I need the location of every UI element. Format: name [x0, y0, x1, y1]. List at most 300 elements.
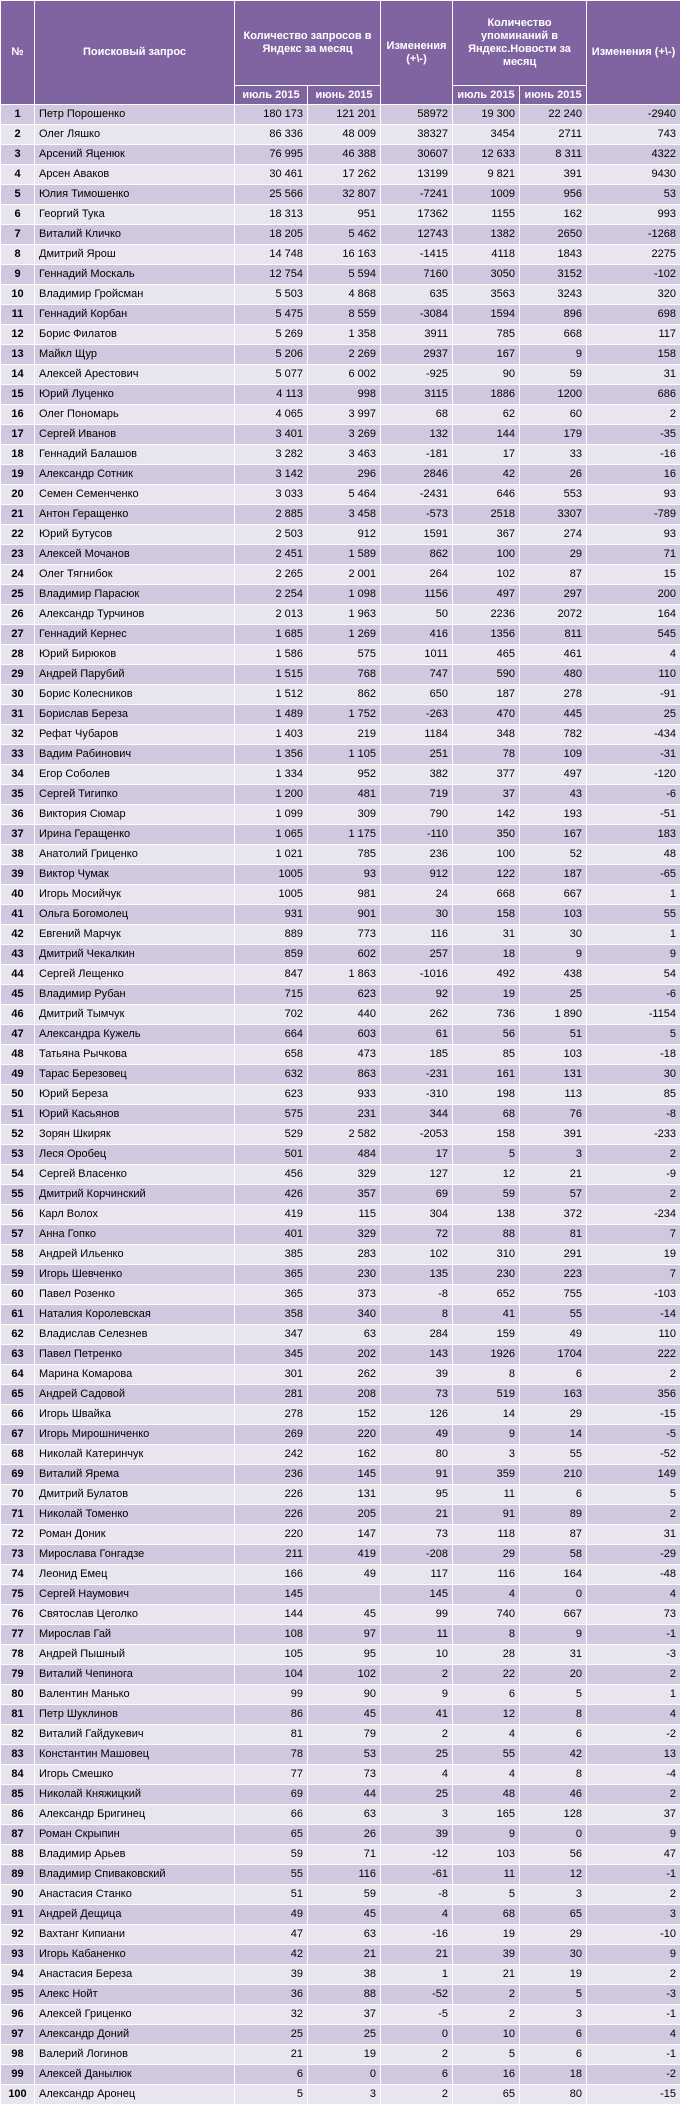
table-row [1, 1285, 680, 1305]
row-june: 3 997 [308, 405, 381, 425]
table-row [1, 165, 680, 185]
row-june: 102 [308, 1665, 381, 1685]
row-change: 1184 [381, 725, 453, 745]
row-num: 39 [1, 865, 35, 885]
row-june: 231 [308, 1105, 381, 1125]
row-june: 901 [308, 905, 381, 925]
row-news-july: 1155 [453, 205, 520, 225]
row-change: 17 [381, 1145, 453, 1165]
table-row [1, 105, 680, 125]
row-june: 32 807 [308, 185, 381, 205]
row-news-july: 55 [453, 1745, 520, 1765]
row-news-change: 4 [587, 1705, 680, 1725]
table-row [1, 2085, 680, 2105]
table-row [1, 545, 680, 565]
row-num: 16 [1, 405, 35, 425]
row-news-july: 85 [453, 1045, 520, 1065]
row-news-change: 149 [587, 1465, 680, 1485]
row-change: 2846 [381, 465, 453, 485]
row-news-july: 310 [453, 1245, 520, 1265]
row-num: 25 [1, 585, 35, 605]
row-news-july: 350 [453, 825, 520, 845]
row-news-change: 15 [587, 565, 680, 585]
row-query: Сергей Иванов [35, 425, 235, 445]
row-change: -3084 [381, 305, 453, 325]
table-row [1, 1525, 680, 1545]
table-row [1, 1985, 680, 2005]
row-news-july: 41 [453, 1305, 520, 1325]
table-row [1, 1785, 680, 1805]
row-news-change: 158 [587, 345, 680, 365]
row-query: Александр Турчинов [35, 605, 235, 625]
row-news-change: -14 [587, 1305, 680, 1325]
row-change: 49 [381, 1425, 453, 1445]
row-news-june: 42 [520, 1745, 587, 1765]
table-row [1, 365, 680, 385]
row-num: 77 [1, 1625, 35, 1645]
row-june: 481 [308, 785, 381, 805]
row-query: Игорь Швайка [35, 1405, 235, 1425]
row-change: 50 [381, 605, 453, 625]
table-row [1, 1105, 680, 1125]
row-news-june: 65 [520, 1905, 587, 1925]
header-news-mentions: Количество упоминаний в Яндекс.Новости за месяц [453, 1, 587, 86]
row-query: Ирина Геращенко [35, 825, 235, 845]
row-change: 4 [381, 1905, 453, 1925]
table-row [1, 1205, 680, 1225]
row-news-change: 5 [587, 1025, 680, 1045]
row-change: 4 [381, 1765, 453, 1785]
row-query: Владимир Парасюк [35, 585, 235, 605]
row-num: 45 [1, 985, 35, 1005]
row-query: Виктор Чумак [35, 865, 235, 885]
row-num: 69 [1, 1465, 35, 1485]
row-june: 1 589 [308, 545, 381, 565]
row-news-change: 9 [587, 945, 680, 965]
row-news-july: 14 [453, 1405, 520, 1425]
table-row [1, 1945, 680, 1965]
table-row [1, 1085, 680, 1105]
row-july: 301 [235, 1365, 308, 1385]
row-query: Андрей Дещица [35, 1905, 235, 1925]
row-num: 18 [1, 445, 35, 465]
table-row [1, 445, 680, 465]
table-row [1, 205, 680, 225]
table-row [1, 1445, 680, 1465]
row-news-change: 4 [587, 1585, 680, 1605]
row-news-change: -6 [587, 985, 680, 1005]
row-july: 77 [235, 1765, 308, 1785]
row-num: 82 [1, 1725, 35, 1745]
table-row [1, 505, 680, 525]
row-news-july: 590 [453, 665, 520, 685]
row-news-july: 4 [453, 1725, 520, 1745]
row-news-july: 88 [453, 1225, 520, 1245]
row-news-june: 164 [520, 1565, 587, 1585]
row-news-june: 3243 [520, 285, 587, 305]
row-news-july: 1926 [453, 1345, 520, 1365]
row-news-june: 8 [520, 1705, 587, 1725]
row-news-june: 3 [520, 1145, 587, 1165]
row-july: 6 [235, 2065, 308, 2085]
row-query: Егор Соболев [35, 765, 235, 785]
row-news-change: 545 [587, 625, 680, 645]
row-news-july: 3050 [453, 265, 520, 285]
row-num: 19 [1, 465, 35, 485]
row-june: 220 [308, 1425, 381, 1445]
row-change: 68 [381, 405, 453, 425]
row-july: 49 [235, 1905, 308, 1925]
row-june: 3 463 [308, 445, 381, 465]
row-news-july: 2 [453, 1985, 520, 2005]
row-july: 358 [235, 1305, 308, 1325]
row-news-july: 68 [453, 1105, 520, 1125]
row-news-july: 17 [453, 445, 520, 465]
row-query: Алексей Мочанов [35, 545, 235, 565]
row-june: 97 [308, 1625, 381, 1645]
table-row [1, 1345, 680, 1365]
row-num: 65 [1, 1385, 35, 1405]
row-news-july: 100 [453, 545, 520, 565]
row-june: 484 [308, 1145, 381, 1165]
row-news-july: 144 [453, 425, 520, 445]
row-change: 21 [381, 1945, 453, 1965]
row-news-june: 22 240 [520, 105, 587, 125]
table-row [1, 965, 680, 985]
row-july: 2 885 [235, 505, 308, 525]
row-news-july: 4118 [453, 245, 520, 265]
row-num: 10 [1, 285, 35, 305]
row-july: 25 [235, 2025, 308, 2045]
row-change: -110 [381, 825, 453, 845]
row-june: 90 [308, 1685, 381, 1705]
row-news-june: 109 [520, 745, 587, 765]
row-news-june: 497 [520, 765, 587, 785]
row-june: 1 963 [308, 605, 381, 625]
row-july: 99 [235, 1685, 308, 1705]
row-news-june: 80 [520, 2085, 587, 2105]
row-news-july: 11 [453, 1485, 520, 1505]
row-change: 747 [381, 665, 453, 685]
row-query: Александра Кужель [35, 1025, 235, 1045]
row-news-july: 3563 [453, 285, 520, 305]
row-change: -2431 [381, 485, 453, 505]
row-num: 54 [1, 1165, 35, 1185]
row-num: 7 [1, 225, 35, 245]
row-june: 59 [308, 1885, 381, 1905]
row-change: -231 [381, 1065, 453, 1085]
row-news-june: 128 [520, 1805, 587, 1825]
row-july: 664 [235, 1025, 308, 1045]
row-num: 73 [1, 1545, 35, 1565]
row-news-june: 956 [520, 185, 587, 205]
row-num: 81 [1, 1705, 35, 1725]
row-news-change: 356 [587, 1385, 680, 1405]
table-row [1, 1325, 680, 1345]
row-change: 143 [381, 1345, 453, 1365]
row-num: 24 [1, 565, 35, 585]
header-change-requests: Изменения (+\-) [381, 1, 453, 105]
row-june: 147 [308, 1525, 381, 1545]
row-query: Валентин Манько [35, 1685, 235, 1705]
row-july: 78 [235, 1745, 308, 1765]
row-july: 1 489 [235, 705, 308, 725]
row-news-change: 4 [587, 645, 680, 665]
row-news-change: 9430 [587, 165, 680, 185]
row-july: 30 461 [235, 165, 308, 185]
row-news-june: 21 [520, 1165, 587, 1185]
row-query: Татьяна Рычкова [35, 1045, 235, 1065]
row-num: 66 [1, 1405, 35, 1425]
row-news-june: 782 [520, 725, 587, 745]
row-num: 78 [1, 1645, 35, 1665]
row-june: 1 752 [308, 705, 381, 725]
table-row [1, 945, 680, 965]
row-june: 1 358 [308, 325, 381, 345]
row-july: 931 [235, 905, 308, 925]
row-june: 115 [308, 1205, 381, 1225]
row-news-june: 29 [520, 545, 587, 565]
row-july: 715 [235, 985, 308, 1005]
row-news-june: 30 [520, 925, 587, 945]
row-num: 57 [1, 1225, 35, 1245]
row-num: 21 [1, 505, 35, 525]
row-change: 1 [381, 1965, 453, 1985]
row-june: 575 [308, 645, 381, 665]
row-june: 309 [308, 805, 381, 825]
row-news-june: 1 890 [520, 1005, 587, 1025]
row-change: 3 [381, 1805, 453, 1825]
row-news-july: 2518 [453, 505, 520, 525]
row-query: Юрий Касьянов [35, 1105, 235, 1125]
row-num: 89 [1, 1865, 35, 1885]
row-july: 1 200 [235, 785, 308, 805]
row-news-june: 81 [520, 1225, 587, 1245]
row-query: Виталий Гайдукевич [35, 1725, 235, 1745]
row-news-change: 686 [587, 385, 680, 405]
row-change: 135 [381, 1265, 453, 1285]
row-news-change: 110 [587, 1325, 680, 1345]
row-news-change: 2 [587, 405, 680, 425]
row-news-july: 187 [453, 685, 520, 705]
row-news-change: -35 [587, 425, 680, 445]
row-july: 847 [235, 965, 308, 985]
table-row [1, 1605, 680, 1625]
row-num: 85 [1, 1785, 35, 1805]
row-news-july: 8 [453, 1365, 520, 1385]
row-june: 38 [308, 1965, 381, 1985]
row-june: 5 462 [308, 225, 381, 245]
row-june: 93 [308, 865, 381, 885]
row-june: 283 [308, 1245, 381, 1265]
row-num: 68 [1, 1445, 35, 1465]
row-query: Андрей Парубий [35, 665, 235, 685]
row-news-change: 48 [587, 845, 680, 865]
table-row [1, 765, 680, 785]
row-june: 95 [308, 1645, 381, 1665]
row-num: 26 [1, 605, 35, 625]
row-news-change: 5 [587, 1485, 680, 1505]
row-news-june: 896 [520, 305, 587, 325]
row-news-june: 5 [520, 1685, 587, 1705]
row-june: 88 [308, 1985, 381, 2005]
row-july: 32 [235, 2005, 308, 2025]
row-news-july: 1009 [453, 185, 520, 205]
row-query: Петр Порошенко [35, 105, 235, 125]
row-query: Арсений Яценюк [35, 145, 235, 165]
row-news-july: 12 [453, 1705, 520, 1725]
row-july: 1 685 [235, 625, 308, 645]
table-row [1, 1585, 680, 1605]
row-change: 58972 [381, 105, 453, 125]
table-row [1, 465, 680, 485]
row-news-june: 372 [520, 1205, 587, 1225]
row-news-change: -2 [587, 1725, 680, 1745]
row-query: Юрий Береза [35, 1085, 235, 1105]
table-row [1, 1245, 680, 1265]
row-july: 3 282 [235, 445, 308, 465]
row-num: 32 [1, 725, 35, 745]
row-june: 4 868 [308, 285, 381, 305]
row-news-change: -1 [587, 2005, 680, 2025]
row-news-change: 30 [587, 1065, 680, 1085]
row-num: 87 [1, 1825, 35, 1845]
row-query: Рефат Чубаров [35, 725, 235, 745]
row-news-change: -102 [587, 265, 680, 285]
row-news-july: 116 [453, 1565, 520, 1585]
row-news-june: 131 [520, 1065, 587, 1085]
row-news-july: 21 [453, 1965, 520, 1985]
row-news-change: -6 [587, 785, 680, 805]
row-change: 116 [381, 925, 453, 945]
row-news-june: 391 [520, 165, 587, 185]
row-news-july: 18 [453, 945, 520, 965]
row-change: 117 [381, 1565, 453, 1585]
row-news-change: -15 [587, 2085, 680, 2105]
row-change: -2053 [381, 1125, 453, 1145]
row-query: Константин Машовец [35, 1745, 235, 1765]
row-june: 329 [308, 1225, 381, 1245]
row-news-june: 668 [520, 325, 587, 345]
row-change: 2 [381, 1725, 453, 1745]
row-num: 90 [1, 1885, 35, 1905]
row-num: 86 [1, 1805, 35, 1825]
row-news-change: 47 [587, 1845, 680, 1865]
row-news-june: 755 [520, 1285, 587, 1305]
row-july: 1 334 [235, 765, 308, 785]
row-change: 257 [381, 945, 453, 965]
table-row [1, 1485, 680, 1505]
row-june [308, 1585, 381, 1605]
row-july: 12 754 [235, 265, 308, 285]
row-query: Петр Шуклинов [35, 1705, 235, 1725]
row-change: 69 [381, 1185, 453, 1205]
row-num: 99 [1, 2065, 35, 2085]
table-row [1, 1305, 680, 1325]
row-query: Геннадий Балашов [35, 445, 235, 465]
row-change: -8 [381, 1885, 453, 1905]
row-news-change: -52 [587, 1445, 680, 1465]
row-june: 48 009 [308, 125, 381, 145]
row-june: 45 [308, 1605, 381, 1625]
row-july: 3 401 [235, 425, 308, 445]
header-change-mentions: Изменения (+\-) [587, 1, 680, 105]
row-july: 889 [235, 925, 308, 945]
row-change: 61 [381, 1025, 453, 1045]
row-news-july: 497 [453, 585, 520, 605]
row-query: Олег Пономарь [35, 405, 235, 425]
row-change: 126 [381, 1405, 453, 1425]
row-change: 24 [381, 885, 453, 905]
row-query: Владимир Гройсман [35, 285, 235, 305]
row-change: 7160 [381, 265, 453, 285]
row-query: Антон Геращенко [35, 505, 235, 525]
row-change: 264 [381, 565, 453, 585]
row-news-change: -2 [587, 2065, 680, 2085]
row-news-july: 6 [453, 1685, 520, 1705]
row-news-change: 4 [587, 2025, 680, 2045]
row-num: 95 [1, 1985, 35, 2005]
row-num: 34 [1, 765, 35, 785]
row-july: 2 503 [235, 525, 308, 545]
row-change: 127 [381, 1165, 453, 1185]
row-june: 37 [308, 2005, 381, 2025]
row-july: 4 113 [235, 385, 308, 405]
row-news-change: 93 [587, 525, 680, 545]
row-june: 623 [308, 985, 381, 1005]
row-news-july: 138 [453, 1205, 520, 1225]
table-row [1, 865, 680, 885]
row-change: 650 [381, 685, 453, 705]
row-num: 93 [1, 1945, 35, 1965]
row-change: 1011 [381, 645, 453, 665]
subheader-july-news: июль 2015 [453, 86, 520, 105]
row-news-june: 51 [520, 1025, 587, 1045]
table-row [1, 305, 680, 325]
row-july: 145 [235, 1585, 308, 1605]
row-july: 4 065 [235, 405, 308, 425]
row-news-change: -18 [587, 1045, 680, 1065]
row-july: 1 515 [235, 665, 308, 685]
row-news-change: -789 [587, 505, 680, 525]
row-change: -52 [381, 1985, 453, 2005]
row-num: 17 [1, 425, 35, 445]
row-change: 30607 [381, 145, 453, 165]
row-num: 14 [1, 365, 35, 385]
row-july: 1 356 [235, 745, 308, 765]
row-num: 60 [1, 1285, 35, 1305]
row-june: 933 [308, 1085, 381, 1105]
row-news-change: 2 [587, 1145, 680, 1165]
row-june: 981 [308, 885, 381, 905]
row-news-change: 4322 [587, 145, 680, 165]
row-news-july: 167 [453, 345, 520, 365]
row-change: 284 [381, 1325, 453, 1345]
row-news-june: 1200 [520, 385, 587, 405]
row-change: -5 [381, 2005, 453, 2025]
row-news-change: -91 [587, 685, 680, 705]
row-news-july: 62 [453, 405, 520, 425]
row-news-july: 28 [453, 1645, 520, 1665]
table-row [1, 325, 680, 345]
row-change: 91 [381, 1465, 453, 1485]
row-july: 55 [235, 1865, 308, 1885]
header-query: Поисковый запрос [35, 1, 235, 105]
row-news-june: 31 [520, 1645, 587, 1665]
row-news-change: -234 [587, 1205, 680, 1225]
row-news-july: 22 [453, 1665, 520, 1685]
row-news-change: 2 [587, 1505, 680, 1525]
